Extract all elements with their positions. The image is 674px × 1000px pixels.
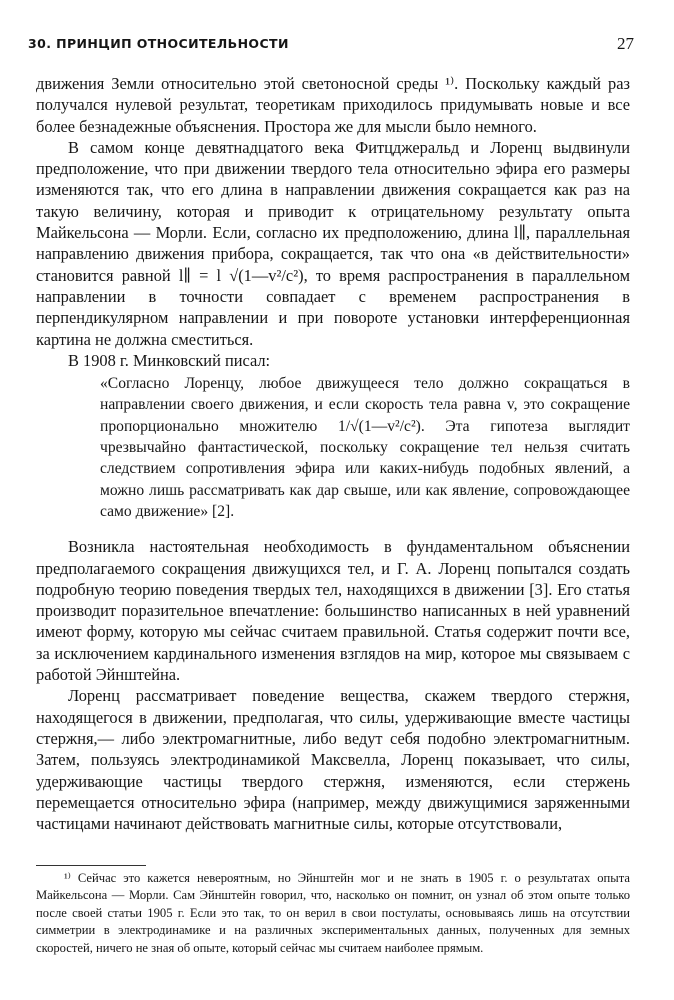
paragraph-2: В самом конце девятнадцатого века Фитцджеральд и Лоренц выдвинули предположение, что при движении твердого тела относительно эфира его размеры изменяются так, что его длина в направлении движения сокращается как раз на такую величину, которая и приводит к отрицательному результату опыта Майкельсона — Морли. Если, согласно их предположению, длина l∥, параллельная направлению движения прибора, сокращается, так что она «в действительности» становится равной l∥ = l √(1—v²/c²), то время распространения в параллельном направлении в точности совпадает с временем распространения в перпендикулярном направлении и при повороте установки интерференционная картина не должна сместиться. <box>36 137 630 349</box>
running-title: 30. ПРИНЦИП ОТНОСИТЕЛЬНОСТИ <box>28 36 289 51</box>
paragraph-5: Лоренц рассматривает поведение вещества, скажем твердого стержня, находящегося в движении, предполагая, что силы, удерживающие вместе частицы стержня,— либо электромагнитные, либо ведут себя подобно электромагнитным. Затем, пользуясь электродинамикой Максвелла, Лоренц показывает, что силы, удерживающие частицы твердого стержня, изменяются, если стержень перемещается относительно эфира (например, между движущимися заряженными частицами начинают действовать магнитные силы, которые отсутствовали, <box>36 686 630 834</box>
page-number: 27 <box>617 34 634 53</box>
paragraph-4: Возникла настоятельная необходимость в фундаментальном объяснении предполагаемого сокращения движущихся тел, и Г. А. Лоренц попытался создать подробную теорию поведения твердых тел, находящихся в движении [3]. Его статья производит поразительное впечатление: большинство написанных в ней уравнений имеют форму, которую мы сейчас считаем правильной. Статья содержит почти все, за исключением кардинального изменения взглядов на мир, которое мы связываем с работой Эйнштейна. <box>36 537 630 685</box>
paragraph-1: движения Земли относительно этой светоносной среды ¹⁾. Поскольку каждый раз получался нулевой результат, теоретикам приходилось придумывать новые и все более безнадежные объяснения. Простора же для мысли было немного. <box>36 74 630 136</box>
footnote-divider <box>36 865 146 866</box>
page-header <box>28 34 634 54</box>
minkowski-quote: «Согласно Лоренцу, любое движущееся тело должно сокращаться в направлении своего движения, и если скорость тела равна v, это сокращение пропорционально множителю 1/√(1—v²/c²). Эта гипотеза выглядит чрезвычайно фантастической, поскольку сокращение тел нельзя считать следствием сопротивления эфира или каких-нибудь подобных явлений, а можно лишь рассматривать как дар свыше, или как явление, сопровождающее само движение» [2]. <box>100 375 630 520</box>
paragraph-3: В 1908 г. Минковский писал: <box>68 350 271 370</box>
main-text <box>36 73 630 834</box>
footnote: ¹⁾ Сейчас это кажется невероятным, но Эйнштейн мог и не знать в 1905 г. о результатах опыта Майкельсона — Морли. Сам Эйнштейн говорил, что, насколько он помнит, он узнал об этом опыте только после своей статьи 1905 г. Если это так, то он верил в свои постулаты, основываясь лишь на отсутствии симметрии в электродинамике и на различных экспериментальных данных, полученных для земных скоростей, ничего не зная об опыте, который сейчас мы считаем наиболее прямым. <box>36 871 630 955</box>
